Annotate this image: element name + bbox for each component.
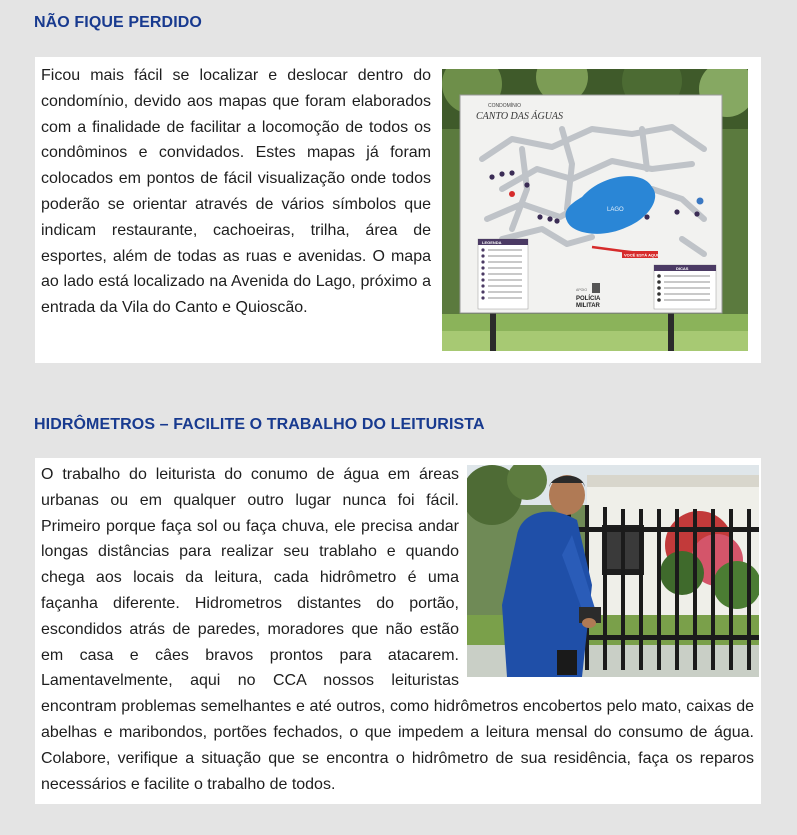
map-sign-subtitle: CONDOMÍNIO [488,103,522,109]
condominium-map-photo [442,69,748,351]
map-sponsor-line2: MILITAR [576,303,600,309]
you-are-here-label: VOCÊ ESTÁ AQUI [624,252,659,258]
meter-reader-article-card [35,458,761,804]
map-article-text: Ficou mais fácil se localizar e deslocar dentro do condomínio, devido aos mapas que foram elaborados com a finalidade de facilitar a locomoção de todos os condôminos e convidados. Estes mapas já foram colocados em pontos de fácil visualização onde todos poderão se orientar através de vários símbolos que indicam restaurante, cachoeiras, trilha, área de esportes, além de todas as ruas e avenidas. O mapa ao lado está localizado na Avenida do Lago, próximo a entrada da Vila do Canto e Quioscão. [41,67,431,317]
map-sign-title: CANTO DAS ÁGUAS [476,111,564,122]
section-heading-nao-fique-perdido: NÃO FIQUE PERDIDO [34,14,202,31]
meter-reader-article-body [41,462,754,797]
meter-reader-article-text: O trabalho do leiturista do conumo de água em áreas urbanas ou em qualquer outro lugar nunca foi fácil. Primeiro porque faça sol ou faça chuva, ele precisa andar longas distâncias para realizar seu trablaho e quando chega aos locais da leitura, cada hidrômetro é uma façanha diferente. Hidrometros distantes do portão, escondidos atrás de paredes, moradores que não estão em casa e câes bravos prontos para atacarem. Lamentavelmente, aqui no CCA nossos leituristas encontram problemas semelhantes e até outros, como hidrômetros encobertos pelo mato, caixas de abelhas e maribondos, portões fechados, o que impedem a leitura mensal do consumo de água. Colabore, verifique a situação que se encontra o hidrômetro de sua residência, faça os reparos necessários e facilite o trabalho de todos. [41,466,754,793]
map-legend-title: LEGENDA [482,240,502,245]
lake-label: LAGO [607,207,624,213]
map-tips-title: DICAS [676,266,689,271]
map-sponsor-line1: POLÍCIA [576,296,601,302]
map-support-label: APOIO [576,288,588,292]
map-article-card [35,57,761,363]
section-heading-hidrometros: HIDRÔMETROS – FACILITE O TRABALHO DO LEITURISTA [34,416,485,433]
meter-reader-photo [467,465,759,677]
